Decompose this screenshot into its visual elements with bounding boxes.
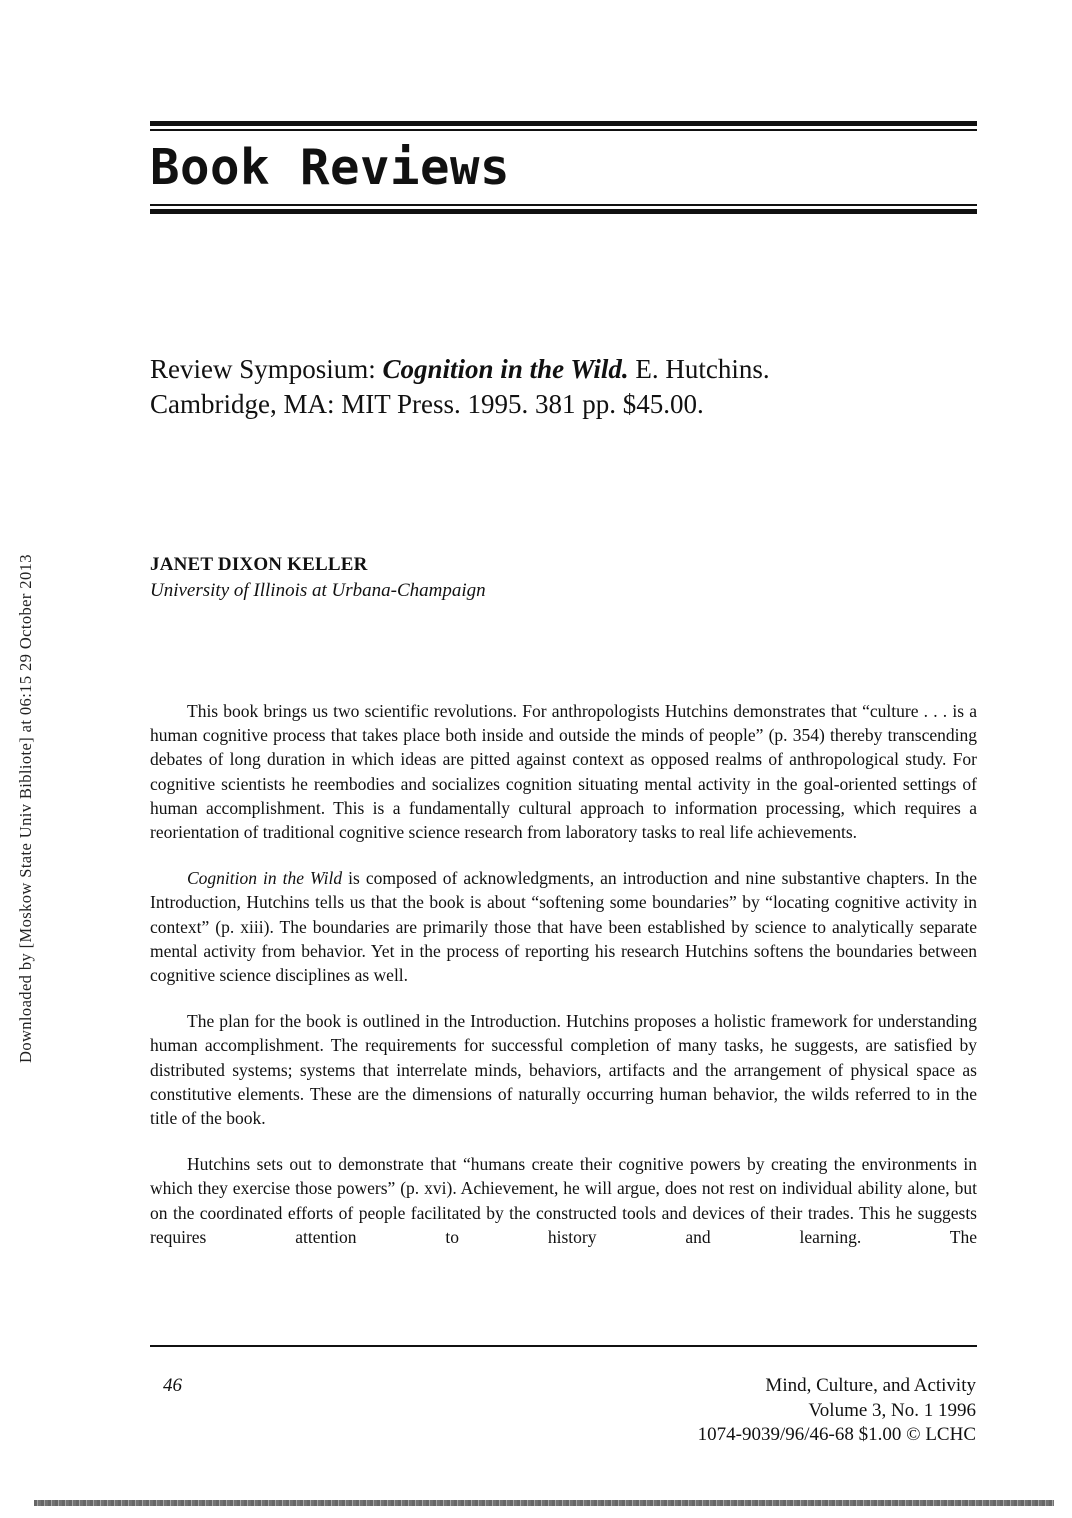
journal-issn-price: 1074-9039/96/46-68 $1.00 © LCHC xyxy=(697,1424,976,1445)
book-title: Cognition in the Wild. xyxy=(382,354,629,384)
book-title-inline: Cognition in the Wild xyxy=(187,868,343,889)
scan-edge-artifact xyxy=(34,1500,1054,1506)
body-paragraph: The plan for the book is outlined in the Introduction. Hutchins proposes a holistic framework for understanding human accomplishment. The requirements for successful completion of many tasks, he suggests, are satisfied by distributed systems; systems that interrelate minds, behaviors, artifacts and the arrangement of physical space as constitutive elements. These are the dimensions of naturally occurring human behavior, the wilds referred to in the title of the book. xyxy=(150,1011,977,1129)
review-heading xyxy=(150,352,980,422)
author-affiliation: University of Illinois at Urbana-Champaign xyxy=(150,580,486,601)
review-body xyxy=(150,699,977,1271)
header-rule-bottom-thick xyxy=(150,209,977,214)
body-paragraph: This book brings us two scientific revolutions. For anthropologists Hutchins demonstrates that “culture . . . is a human cognitive process that takes place both inside and outside the minds of people” (p. 354) thereby transcending debates of long duration in which ideas are pitted against context as opposed realms of anthropological study. For cognitive scientists he reembodies and socializes cognition situating mental activity in the goal-oriented settings of human accomplishment. This is a fundamentally cultural approach to information processing, which requires a reorientation of traditional cognitive science research from laboratory tasks to real life achievements. xyxy=(150,701,977,843)
body-paragraph: Hutchins sets out to demonstrate that “humans create their cognitive powers by creating the environments in which they exercise those powers” (p. xvi). Achievement, he will argue, does not rest on individual ability alone, but on the coordinated efforts of people facilitated by the constructed tools and devices of their trades. This he suggests requires attention to history and learning. The xyxy=(150,1154,977,1247)
publication-details: Cambridge, MA: MIT Press. 1995. 381 pp. $45.00. xyxy=(150,389,704,419)
book-author: E. Hutchins. xyxy=(635,354,770,384)
body-paragraph-text: is composed of acknowledgments, an introduction and nine substantive chapters. In the Introduction, Hutchins tells us that the book is about “softening some boundaries” by “locating cognitive activity in context” (p. xiii). The boundaries are primarily those that have been established by science to analytically separate mental activity from behavior. Yet in the process of reporting his research Hutchins softens the boundaries between cognitive science disciplines as well. xyxy=(150,868,977,986)
journal-info xyxy=(698,1374,976,1448)
body-paragraph xyxy=(150,866,977,987)
section-title: Book Reviews xyxy=(150,139,511,196)
author-name: JANET DIXON KELLER xyxy=(150,554,368,575)
page-number: 46 xyxy=(163,1375,182,1396)
footer-rule xyxy=(150,1345,977,1347)
header-rule-top-thin xyxy=(150,129,977,131)
review-prefix: Review Symposium: xyxy=(150,354,376,384)
header-rule-top-thick xyxy=(150,121,977,126)
download-watermark: Downloaded by [Moskow State Univ Bibliote] at 06:15 29 October 2013 xyxy=(16,554,35,1063)
journal-volume: Volume 3, No. 1 1996 xyxy=(808,1399,976,1421)
header-rule-bottom-thin xyxy=(150,204,977,206)
journal-name: Mind, Culture, and Activity xyxy=(765,1375,976,1396)
